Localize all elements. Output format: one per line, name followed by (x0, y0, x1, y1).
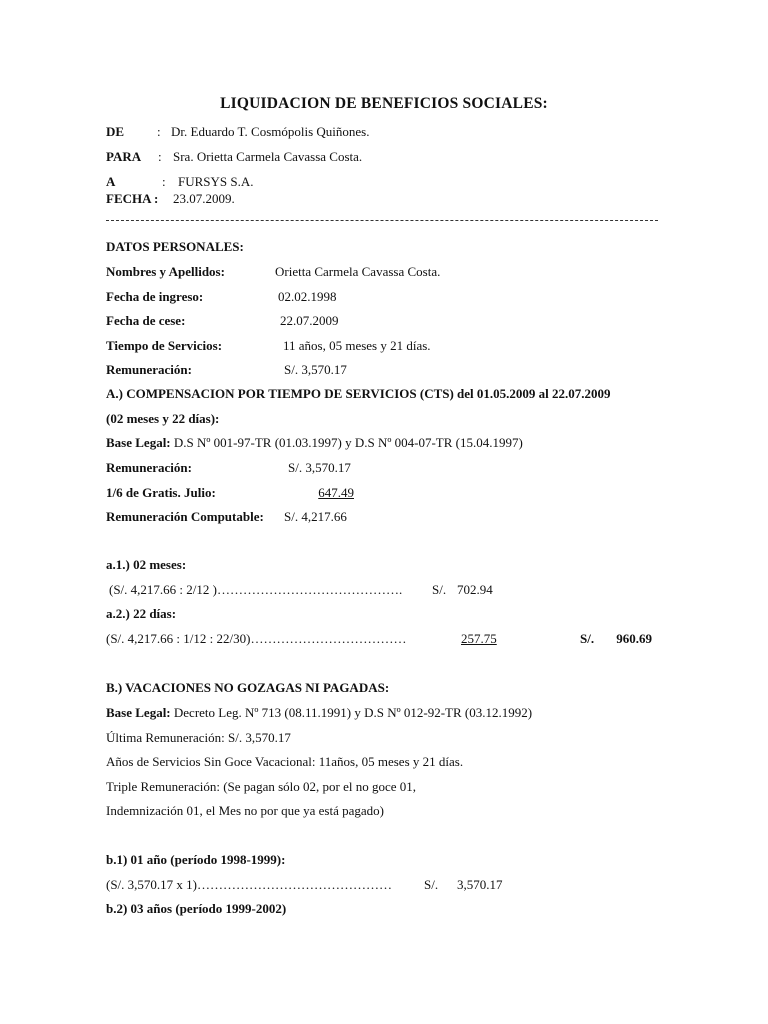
vac-b1-amount: 3,570.17 (457, 877, 503, 892)
de-value: Dr. Eduardo T. Cosmópolis Quiñones. (171, 124, 370, 139)
cts-comp-value: S/. 4,217.66 (284, 509, 347, 524)
cts-a1-formula: (S/. 4,217.66 : 2/12 )……………………………………. (109, 582, 403, 597)
cts-a1-currency: S/. (432, 582, 447, 597)
vac-b1-heading: b.1) 01 año (período 1998-1999): (106, 852, 286, 867)
cts-a2-total-currency: S/. (580, 631, 595, 646)
cts-a2-heading: a.2.) 22 días: (106, 606, 177, 621)
cts-grat-label: 1/6 de Gratis. Julio: (106, 485, 216, 500)
vac-triple-line2: Indemnización 01, el Mes no por que ya está pagado) (106, 803, 384, 818)
para-value: Sra. Orietta Carmela Cavassa Costa. (173, 149, 363, 164)
cts-base-label: Base Legal: (106, 435, 171, 450)
separator-rule (106, 220, 658, 221)
personal-value-remuneracion: S/. 3,570.17 (284, 362, 347, 377)
cts-a1-heading: a.1.) 02 meses: (106, 557, 187, 572)
cts-a2-amount-row (461, 631, 652, 647)
vac-b2-heading: b.2) 03 años (período 1999-2002) (106, 901, 287, 916)
personal-label-tiempo: Tiempo de Servicios: (106, 338, 223, 353)
fecha-value: 23.07.2009. (173, 191, 235, 206)
cts-heading: A.) COMPENSACION POR TIEMPO DE SERVICIOS (CTS) del 01.05.2009 al 22.07.2009 (106, 386, 611, 401)
de-label: DE (106, 124, 125, 139)
vac-b1-formula: (S/. 3,570.17 x 1)……………………………………… (106, 877, 392, 892)
cts-grat-value: 647.49 (318, 485, 354, 500)
vac-heading: B.) VACACIONES NO GOZAGAS NI PAGADAS: (106, 680, 390, 695)
cts-subheading: (02 meses y 22 días): (106, 411, 220, 426)
personal-value-cese: 22.07.2009 (280, 313, 339, 328)
de-colon: : (157, 124, 161, 139)
a-label: A (106, 174, 116, 189)
cts-base-value: D.S Nº 001-97-TR (01.03.1997) y D.S Nº 004-07-TR (15.04.1997) (173, 435, 523, 450)
vac-anos: Años de Servicios Sin Goce Vacacional: 11años, 05 meses y 21 días. (106, 754, 464, 769)
a-colon: : (162, 174, 166, 189)
vac-base-value: Decreto Leg. Nº 713 (08.11.1991) y D.S Nº 012-92-TR (03.12.1992) (173, 705, 533, 720)
personal-label-ingreso: Fecha de ingreso: (106, 289, 204, 304)
personal-value-name: Orietta Carmela Cavassa Costa. (275, 264, 441, 279)
cts-a2-amount: 257.75 (461, 631, 497, 646)
para-label: PARA (106, 149, 142, 164)
vac-triple-line1: Triple Remuneración: (Se pagan sólo 02, por el no goce 01, (106, 779, 417, 794)
personal-value-ingreso: 02.02.1998 (278, 289, 337, 304)
cts-rem-value: S/. 3,570.17 (288, 460, 351, 475)
personal-label-cese: Fecha de cese: (106, 313, 186, 328)
cts-a1-amount: 702.94 (457, 582, 493, 597)
personal-heading: DATOS PERSONALES: (106, 239, 244, 254)
cts-rem-label: Remuneración: (106, 460, 192, 475)
cts-comp-label: Remuneración Computable: (106, 509, 264, 524)
vac-base-legal (106, 705, 532, 721)
personal-label-name: Nombres y Apellidos: (106, 264, 225, 279)
personal-label-remuneracion: Remuneración: (106, 362, 192, 377)
cts-base-legal (106, 435, 523, 451)
a-value: FURSYS S.A. (178, 174, 254, 189)
document-title: LIQUIDACION DE BENEFICIOS SOCIALES: (220, 95, 548, 112)
vac-ultima: Última Remuneración: S/. 3,570.17 (106, 730, 291, 745)
vac-base-label: Base Legal: (106, 705, 171, 720)
para-colon: : (158, 149, 162, 164)
cts-a2-formula: (S/. 4,217.66 : 1/12 : 22/30)……………………………… (106, 631, 407, 646)
fecha-label: FECHA : (106, 191, 159, 206)
cts-a2-total: 960.69 (616, 631, 652, 646)
vac-b1-currency: S/. (424, 877, 439, 892)
personal-value-tiempo: 11 años, 05 meses y 21 días. (283, 338, 431, 353)
